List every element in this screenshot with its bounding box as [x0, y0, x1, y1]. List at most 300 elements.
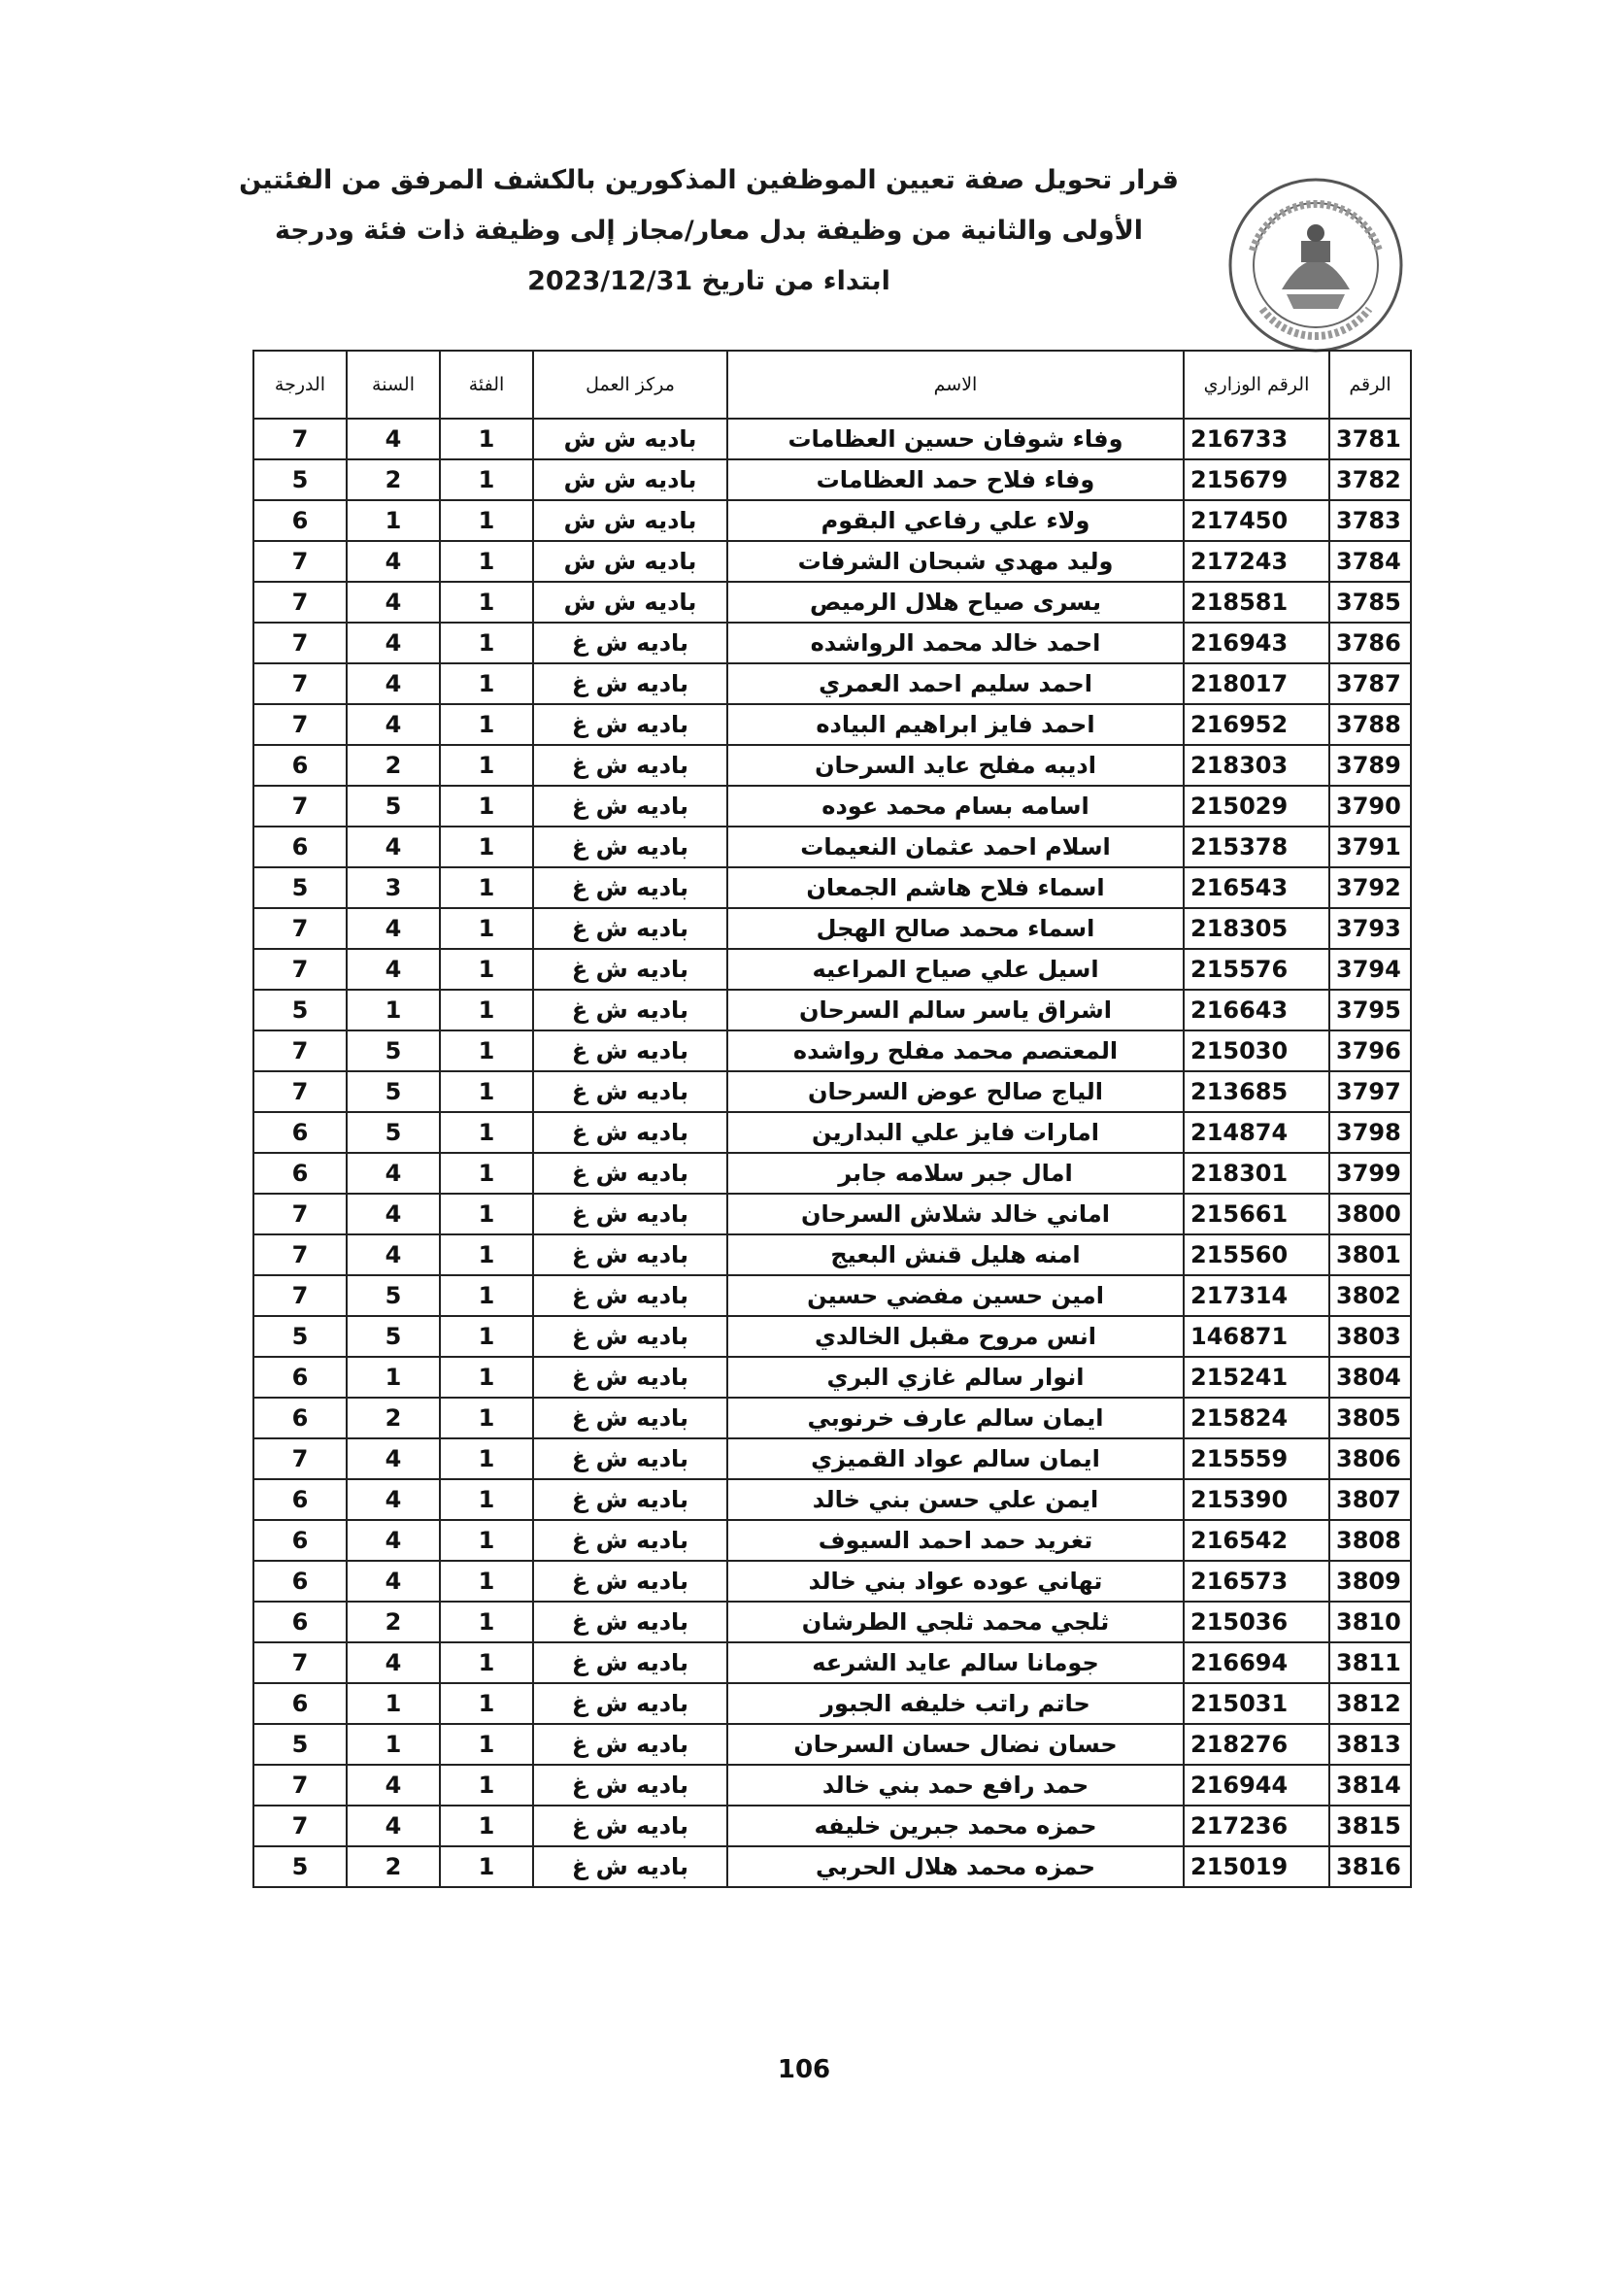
cell-number: 3796 [1329, 1030, 1411, 1071]
cell-grade: 7 [253, 1234, 347, 1275]
table-row [253, 1030, 1411, 1071]
cell-number: 3787 [1329, 663, 1411, 704]
cell-work-center: باديه ش غ [533, 1642, 727, 1683]
table-row [253, 1112, 1411, 1153]
cell-name: حمزه محمد جبرين خليفه [727, 1806, 1184, 1846]
cell-year: 2 [347, 1398, 440, 1438]
cell-work-center: باديه ش ش [533, 582, 727, 623]
table-row [253, 745, 1411, 786]
cell-number: 3815 [1329, 1806, 1411, 1846]
cell-grade: 7 [253, 582, 347, 623]
cell-year: 4 [347, 582, 440, 623]
table-row [253, 541, 1411, 582]
cell-grade: 7 [253, 1642, 347, 1683]
cell-number: 3803 [1329, 1316, 1411, 1357]
cell-work-center: باديه ش غ [533, 949, 727, 990]
cell-name: امال جبر سلامه جابر [727, 1153, 1184, 1194]
cell-work-center: باديه ش غ [533, 827, 727, 867]
cell-grade: 6 [253, 1520, 347, 1561]
cell-year: 5 [347, 1030, 440, 1071]
cell-ministry-id: 218276 [1184, 1724, 1329, 1765]
cell-ministry-id: 215019 [1184, 1846, 1329, 1887]
cell-name: اشراق ياسر سالم السرحان [727, 990, 1184, 1030]
cell-number: 3814 [1329, 1765, 1411, 1806]
table-row [253, 949, 1411, 990]
cell-grade: 5 [253, 867, 347, 908]
cell-grade: 5 [253, 1316, 347, 1357]
cell-grade: 6 [253, 1479, 347, 1520]
cell-number: 3790 [1329, 786, 1411, 827]
table-row [253, 500, 1411, 541]
cell-name: امنه هليل قنش البعيج [727, 1234, 1184, 1275]
cell-name: اديبه مفلح عايد السرحان [727, 745, 1184, 786]
cell-year: 1 [347, 1683, 440, 1724]
cell-category: 1 [440, 1806, 533, 1846]
cell-category: 1 [440, 745, 533, 786]
table-row [253, 1683, 1411, 1724]
cell-grade: 7 [253, 623, 347, 663]
cell-ministry-id: 146871 [1184, 1316, 1329, 1357]
cell-grade: 6 [253, 500, 347, 541]
table-row [253, 1520, 1411, 1561]
cell-name: ولاء علي رفاعي البقوم [727, 500, 1184, 541]
table-row [253, 1153, 1411, 1194]
cell-work-center: باديه ش غ [533, 1153, 727, 1194]
cell-year: 4 [347, 1561, 440, 1602]
cell-grade: 7 [253, 908, 347, 949]
cell-ministry-id: 215559 [1184, 1438, 1329, 1479]
cell-category: 1 [440, 827, 533, 867]
cell-ministry-id: 217236 [1184, 1806, 1329, 1846]
cell-name: حمزه محمد هلال الحربي [727, 1846, 1184, 1887]
document-title [223, 155, 1194, 307]
cell-name: اماني خالد شلاش السرحان [727, 1194, 1184, 1234]
cell-work-center: باديه ش غ [533, 1724, 727, 1765]
cell-number: 3785 [1329, 582, 1411, 623]
cell-category: 1 [440, 1561, 533, 1602]
cell-grade: 7 [253, 704, 347, 745]
cell-number: 3791 [1329, 827, 1411, 867]
table-row [253, 1275, 1411, 1316]
cell-name: حمد رافع حمد بني خالد [727, 1765, 1184, 1806]
cell-ministry-id: 213685 [1184, 1071, 1329, 1112]
title-line-3: ابتداء من تاريخ 2023/12/31 [527, 266, 890, 296]
header-name: الاسم [727, 351, 1184, 419]
table-row [253, 1806, 1411, 1846]
cell-grade: 6 [253, 1398, 347, 1438]
cell-work-center: باديه ش ش [533, 500, 727, 541]
cell-number: 3816 [1329, 1846, 1411, 1887]
cell-category: 1 [440, 1112, 533, 1153]
cell-number: 3811 [1329, 1642, 1411, 1683]
cell-ministry-id: 217450 [1184, 500, 1329, 541]
cell-work-center: باديه ش غ [533, 1683, 727, 1724]
cell-grade: 7 [253, 419, 347, 459]
cell-number: 3789 [1329, 745, 1411, 786]
cell-name: انس مروح مقبل الخالدي [727, 1316, 1184, 1357]
cell-ministry-id: 216543 [1184, 867, 1329, 908]
table-row [253, 1398, 1411, 1438]
cell-category: 1 [440, 1846, 533, 1887]
cell-year: 5 [347, 1316, 440, 1357]
page-number: 106 [777, 2055, 831, 2084]
table-row [253, 1561, 1411, 1602]
table-row [253, 1357, 1411, 1398]
cell-number: 3795 [1329, 990, 1411, 1030]
cell-work-center: باديه ش غ [533, 1234, 727, 1275]
header-ministry-id: الرقم الوزاري [1184, 351, 1329, 419]
cell-category: 1 [440, 990, 533, 1030]
cell-grade: 7 [253, 1030, 347, 1071]
cell-category: 1 [440, 1234, 533, 1275]
cell-grade: 7 [253, 1806, 347, 1846]
cell-grade: 7 [253, 1071, 347, 1112]
header-number: الرقم [1329, 351, 1411, 419]
document-header [239, 155, 1408, 350]
table-row [253, 582, 1411, 623]
cell-ministry-id: 215031 [1184, 1683, 1329, 1724]
cell-year: 3 [347, 867, 440, 908]
table-row [253, 663, 1411, 704]
table-row [253, 1194, 1411, 1234]
cell-category: 1 [440, 541, 533, 582]
cell-work-center: باديه ش غ [533, 1479, 727, 1520]
cell-category: 1 [440, 663, 533, 704]
cell-ministry-id: 215029 [1184, 786, 1329, 827]
cell-year: 5 [347, 786, 440, 827]
table-row [253, 1724, 1411, 1765]
cell-grade: 5 [253, 990, 347, 1030]
cell-grade: 7 [253, 541, 347, 582]
cell-work-center: باديه ش غ [533, 1275, 727, 1316]
table-row [253, 786, 1411, 827]
cell-ministry-id: 215030 [1184, 1030, 1329, 1071]
cell-category: 1 [440, 908, 533, 949]
cell-work-center: باديه ش غ [533, 1030, 727, 1071]
cell-year: 1 [347, 1724, 440, 1765]
cell-category: 1 [440, 1316, 533, 1357]
cell-grade: 6 [253, 745, 347, 786]
cell-year: 4 [347, 1438, 440, 1479]
cell-ministry-id: 215679 [1184, 459, 1329, 500]
cell-category: 1 [440, 459, 533, 500]
cell-category: 1 [440, 1275, 533, 1316]
cell-work-center: باديه ش غ [533, 990, 727, 1030]
cell-ministry-id: 215560 [1184, 1234, 1329, 1275]
cell-number: 3813 [1329, 1724, 1411, 1765]
cell-category: 1 [440, 1683, 533, 1724]
cell-year: 4 [347, 623, 440, 663]
ministry-seal-icon [1223, 173, 1408, 357]
cell-ministry-id: 216542 [1184, 1520, 1329, 1561]
cell-work-center: باديه ش غ [533, 908, 727, 949]
cell-ministry-id: 217243 [1184, 541, 1329, 582]
cell-ministry-id: 215824 [1184, 1398, 1329, 1438]
cell-number: 3784 [1329, 541, 1411, 582]
cell-work-center: باديه ش غ [533, 745, 727, 786]
cell-name: المعتصم محمد مفلح رواشده [727, 1030, 1184, 1071]
cell-work-center: باديه ش غ [533, 1520, 727, 1561]
cell-year: 4 [347, 1194, 440, 1234]
cell-category: 1 [440, 1438, 533, 1479]
cell-grade: 7 [253, 949, 347, 990]
cell-year: 4 [347, 1765, 440, 1806]
cell-name: اسماء فلاح هاشم الجمعان [727, 867, 1184, 908]
cell-number: 3783 [1329, 500, 1411, 541]
cell-year: 1 [347, 1357, 440, 1398]
cell-number: 3798 [1329, 1112, 1411, 1153]
cell-ministry-id: 215576 [1184, 949, 1329, 990]
cell-number: 3782 [1329, 459, 1411, 500]
cell-name: يسرى صياح هلال الرميص [727, 582, 1184, 623]
cell-grade: 7 [253, 663, 347, 704]
cell-number: 3802 [1329, 1275, 1411, 1316]
cell-work-center: باديه ش غ [533, 1806, 727, 1846]
table-row [253, 1438, 1411, 1479]
cell-name: امين حسين مفضي حسين [727, 1275, 1184, 1316]
table-row [253, 827, 1411, 867]
cell-year: 2 [347, 745, 440, 786]
cell-ministry-id: 216643 [1184, 990, 1329, 1030]
cell-year: 4 [347, 1479, 440, 1520]
cell-ministry-id: 217314 [1184, 1275, 1329, 1316]
table-row [253, 419, 1411, 459]
cell-year: 4 [347, 1642, 440, 1683]
cell-number: 3805 [1329, 1398, 1411, 1438]
table-header-row [253, 351, 1411, 419]
cell-category: 1 [440, 1030, 533, 1071]
table-row [253, 1765, 1411, 1806]
cell-ministry-id: 215661 [1184, 1194, 1329, 1234]
header-work-center: مركز العمل [533, 351, 727, 419]
cell-ministry-id: 216952 [1184, 704, 1329, 745]
cell-number: 3788 [1329, 704, 1411, 745]
table-row [253, 990, 1411, 1030]
cell-work-center: باديه ش غ [533, 1194, 727, 1234]
cell-ministry-id: 215390 [1184, 1479, 1329, 1520]
cell-ministry-id: 216943 [1184, 623, 1329, 663]
cell-number: 3809 [1329, 1561, 1411, 1602]
cell-work-center: باديه ش غ [533, 623, 727, 663]
cell-category: 1 [440, 419, 533, 459]
title-line-1: قرار تحويل صفة تعيين الموظفين المذكورين بالكشف المرفق من الفئتين [239, 165, 1179, 195]
cell-category: 1 [440, 500, 533, 541]
cell-work-center: باديه ش غ [533, 1602, 727, 1642]
cell-year: 2 [347, 1602, 440, 1642]
table-row [253, 1071, 1411, 1112]
cell-work-center: باديه ش غ [533, 704, 727, 745]
table-row [253, 867, 1411, 908]
cell-category: 1 [440, 1724, 533, 1765]
cell-category: 1 [440, 1153, 533, 1194]
cell-name: حسان نضال حسان السرحان [727, 1724, 1184, 1765]
cell-category: 1 [440, 1765, 533, 1806]
cell-ministry-id: 214874 [1184, 1112, 1329, 1153]
table-row [253, 908, 1411, 949]
cell-category: 1 [440, 1479, 533, 1520]
cell-grade: 5 [253, 1724, 347, 1765]
cell-name: اسامه بسام محمد عوده [727, 786, 1184, 827]
cell-number: 3793 [1329, 908, 1411, 949]
cell-year: 5 [347, 1275, 440, 1316]
cell-name: ايمان سالم عارف خرنوبي [727, 1398, 1184, 1438]
cell-category: 1 [440, 949, 533, 990]
title-line-2: الأولى والثانية من وظيفة بدل معار/مجاز إلى وظيفة ذات فئة ودرجة [274, 216, 1144, 246]
cell-year: 4 [347, 949, 440, 990]
cell-name: احمد خالد محمد الرواشده [727, 623, 1184, 663]
cell-ministry-id: 215378 [1184, 827, 1329, 867]
cell-number: 3806 [1329, 1438, 1411, 1479]
cell-ministry-id: 216694 [1184, 1642, 1329, 1683]
cell-number: 3804 [1329, 1357, 1411, 1398]
cell-grade: 7 [253, 1194, 347, 1234]
cell-grade: 6 [253, 1153, 347, 1194]
cell-ministry-id: 218303 [1184, 745, 1329, 786]
cell-number: 3812 [1329, 1683, 1411, 1724]
cell-work-center: باديه ش غ [533, 786, 727, 827]
cell-ministry-id: 215036 [1184, 1602, 1329, 1642]
cell-number: 3807 [1329, 1479, 1411, 1520]
cell-year: 4 [347, 1806, 440, 1846]
header-category: الفئة [440, 351, 533, 419]
cell-name: تهاني عوده عواد بني خالد [727, 1561, 1184, 1602]
cell-number: 3794 [1329, 949, 1411, 990]
cell-name: احمد فايز ابراهيم البياده [727, 704, 1184, 745]
cell-number: 3801 [1329, 1234, 1411, 1275]
cell-name: ثلجي محمد ثلجي الطرشان [727, 1602, 1184, 1642]
cell-year: 4 [347, 1520, 440, 1561]
cell-name: احمد سليم احمد العمري [727, 663, 1184, 704]
cell-year: 4 [347, 908, 440, 949]
cell-name: اسماء محمد صالح الهجل [727, 908, 1184, 949]
cell-year: 2 [347, 1846, 440, 1887]
table-row [253, 1316, 1411, 1357]
table-row [253, 704, 1411, 745]
cell-grade: 6 [253, 1683, 347, 1724]
cell-name: تغريد حمد احمد السيوف [727, 1520, 1184, 1561]
cell-grade: 6 [253, 1561, 347, 1602]
cell-work-center: باديه ش ش [533, 541, 727, 582]
cell-name: ايمان سالم عواد القميزي [727, 1438, 1184, 1479]
cell-ministry-id: 216573 [1184, 1561, 1329, 1602]
table-row [253, 623, 1411, 663]
cell-year: 4 [347, 663, 440, 704]
cell-name: حاتم راتب خليفه الجبور [727, 1683, 1184, 1724]
table-row [253, 1846, 1411, 1887]
header-grade: الدرجة [253, 351, 347, 419]
cell-name: وفاء شوفان حسين العظامات [727, 419, 1184, 459]
cell-work-center: باديه ش غ [533, 1438, 727, 1479]
cell-grade: 5 [253, 1846, 347, 1887]
cell-ministry-id: 218305 [1184, 908, 1329, 949]
cell-name: اسيل علي صياح المراعيه [727, 949, 1184, 990]
cell-category: 1 [440, 867, 533, 908]
cell-category: 1 [440, 1194, 533, 1234]
cell-year: 4 [347, 827, 440, 867]
cell-name: الياج صالح عوض السرحان [727, 1071, 1184, 1112]
cell-number: 3781 [1329, 419, 1411, 459]
cell-name: امارات فايز علي البدارين [727, 1112, 1184, 1153]
cell-grade: 7 [253, 1765, 347, 1806]
cell-name: ايمن علي حسن بني خالد [727, 1479, 1184, 1520]
cell-work-center: باديه ش غ [533, 867, 727, 908]
cell-ministry-id: 218301 [1184, 1153, 1329, 1194]
cell-ministry-id: 215241 [1184, 1357, 1329, 1398]
cell-work-center: باديه ش غ [533, 1846, 727, 1887]
cell-number: 3810 [1329, 1602, 1411, 1642]
cell-category: 1 [440, 786, 533, 827]
table-row [253, 1602, 1411, 1642]
cell-year: 4 [347, 541, 440, 582]
header-year: السنة [347, 351, 440, 419]
cell-grade: 6 [253, 1112, 347, 1153]
cell-category: 1 [440, 1520, 533, 1561]
cell-category: 1 [440, 623, 533, 663]
cell-work-center: باديه ش ش [533, 459, 727, 500]
table-row [253, 1479, 1411, 1520]
cell-ministry-id: 218581 [1184, 582, 1329, 623]
table-row [253, 1234, 1411, 1275]
cell-name: وليد مهدي شبحان الشرفات [727, 541, 1184, 582]
cell-year: 1 [347, 990, 440, 1030]
cell-grade: 6 [253, 827, 347, 867]
cell-category: 1 [440, 1398, 533, 1438]
cell-grade: 6 [253, 1357, 347, 1398]
cell-ministry-id: 216944 [1184, 1765, 1329, 1806]
cell-grade: 7 [253, 1438, 347, 1479]
cell-work-center: باديه ش غ [533, 663, 727, 704]
cell-work-center: باديه ش غ [533, 1561, 727, 1602]
cell-year: 4 [347, 1153, 440, 1194]
table-row [253, 1642, 1411, 1683]
cell-grade: 7 [253, 1275, 347, 1316]
cell-work-center: باديه ش غ [533, 1765, 727, 1806]
cell-ministry-id: 218017 [1184, 663, 1329, 704]
cell-category: 1 [440, 1602, 533, 1642]
employee-table [252, 350, 1412, 1888]
cell-name: انوار سالم غازي البري [727, 1357, 1184, 1398]
cell-year: 1 [347, 500, 440, 541]
cell-category: 1 [440, 1357, 533, 1398]
cell-year: 4 [347, 419, 440, 459]
cell-number: 3792 [1329, 867, 1411, 908]
cell-year: 2 [347, 459, 440, 500]
cell-work-center: باديه ش ش [533, 419, 727, 459]
cell-year: 4 [347, 1234, 440, 1275]
cell-number: 3786 [1329, 623, 1411, 663]
cell-year: 4 [347, 704, 440, 745]
cell-grade: 5 [253, 459, 347, 500]
cell-year: 5 [347, 1112, 440, 1153]
cell-work-center: باديه ش غ [533, 1357, 727, 1398]
cell-number: 3800 [1329, 1194, 1411, 1234]
cell-work-center: باديه ش غ [533, 1071, 727, 1112]
cell-name: جومانا سالم عايد الشرعه [727, 1642, 1184, 1683]
cell-grade: 7 [253, 786, 347, 827]
cell-name: اسلام احمد عثمان النعيمات [727, 827, 1184, 867]
cell-year: 5 [347, 1071, 440, 1112]
cell-work-center: باديه ش غ [533, 1316, 727, 1357]
cell-category: 1 [440, 1071, 533, 1112]
cell-number: 3799 [1329, 1153, 1411, 1194]
table-row [253, 459, 1411, 500]
cell-grade: 6 [253, 1602, 347, 1642]
cell-category: 1 [440, 582, 533, 623]
cell-work-center: باديه ش غ [533, 1398, 727, 1438]
cell-category: 1 [440, 704, 533, 745]
cell-ministry-id: 216733 [1184, 419, 1329, 459]
cell-number: 3808 [1329, 1520, 1411, 1561]
